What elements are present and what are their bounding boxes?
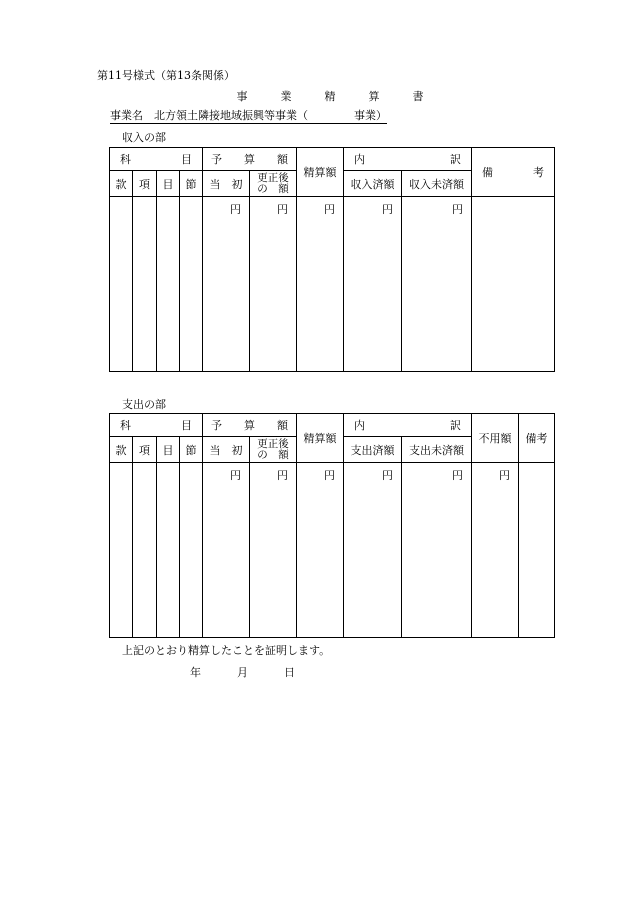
header-text: の 額 xyxy=(257,448,289,461)
moku-cell[interactable] xyxy=(157,463,180,638)
setsu-header: 節 xyxy=(180,171,203,197)
document-title xyxy=(200,88,460,104)
date-month: 月 xyxy=(237,666,248,679)
income-section-label: 収入の部 xyxy=(122,131,166,144)
unpaid-header: 支出未済額 xyxy=(402,437,472,463)
remarks-header: 備考 xyxy=(519,414,555,463)
initial-header: 当 初 xyxy=(203,171,250,197)
title-char: 書 xyxy=(412,90,424,103)
unreceived-cell[interactable]: 円 xyxy=(402,197,472,372)
kan-cell[interactable] xyxy=(110,197,133,372)
unused-header: 不用額 xyxy=(472,414,519,463)
header-text: 額 xyxy=(277,153,288,166)
unused-cell[interactable]: 円 xyxy=(472,463,519,638)
title-char: 業 xyxy=(280,90,292,103)
project-name-line xyxy=(110,109,387,124)
setsu-cell[interactable] xyxy=(180,197,203,372)
title-char: 事 xyxy=(236,90,248,103)
header-text: 目 xyxy=(181,419,192,432)
initial-cell[interactable]: 円 xyxy=(203,463,250,638)
moku-header: 目 xyxy=(157,171,180,197)
header-text: 更正後 xyxy=(257,437,289,450)
breakdown-header xyxy=(344,148,472,171)
header-text: 算 xyxy=(244,419,255,432)
form-number: 第11号様式（第13条関係） xyxy=(97,69,235,82)
subject-header xyxy=(110,148,203,171)
moku-cell[interactable] xyxy=(157,197,180,372)
title-char: 算 xyxy=(368,90,380,103)
kou-cell[interactable] xyxy=(133,197,157,372)
header-text: 訳 xyxy=(450,153,461,166)
header-text: 算 xyxy=(244,153,255,166)
remarks-header xyxy=(472,148,555,197)
kan-cell[interactable] xyxy=(110,463,133,638)
header-text: 予 xyxy=(211,419,222,432)
revised-cell[interactable]: 円 xyxy=(250,197,297,372)
breakdown-header xyxy=(344,414,472,437)
header-text: 額 xyxy=(277,419,288,432)
revised-cell[interactable]: 円 xyxy=(250,463,297,638)
received-header: 収入済額 xyxy=(344,171,402,197)
project-label: 事業名 北方領土隣接地域振興等事業（ xyxy=(110,109,308,122)
header-text: 更正後 xyxy=(257,171,289,184)
expense-table xyxy=(109,413,555,638)
settled-cell[interactable]: 円 xyxy=(297,197,344,372)
kou-header: 項 xyxy=(133,171,157,197)
title-char: 精 xyxy=(324,90,336,103)
paid-cell[interactable]: 円 xyxy=(344,463,402,638)
header-text: 目 xyxy=(181,153,192,166)
received-cell[interactable]: 円 xyxy=(344,197,402,372)
settled-header: 精算額 xyxy=(297,414,344,463)
header-text: 予 xyxy=(211,153,222,166)
header-text: 考 xyxy=(533,166,544,179)
subject-header xyxy=(110,414,203,437)
remarks-cell[interactable] xyxy=(519,463,555,638)
header-text: 科 xyxy=(120,153,131,166)
date-day: 日 xyxy=(284,666,295,679)
header-text: の 額 xyxy=(257,182,289,195)
date-line xyxy=(190,664,295,680)
remarks-cell[interactable] xyxy=(472,197,555,372)
project-suffix: 事業） xyxy=(354,109,387,122)
header-text: 訳 xyxy=(450,419,461,432)
kan-header: 款 xyxy=(110,437,133,463)
setsu-header: 節 xyxy=(180,437,203,463)
initial-header: 当 初 xyxy=(203,437,250,463)
date-year: 年 xyxy=(190,666,201,679)
kou-cell[interactable] xyxy=(133,463,157,638)
settled-header: 精算額 xyxy=(297,148,344,197)
moku-header: 目 xyxy=(157,437,180,463)
header-text: 備 xyxy=(482,166,493,179)
income-table xyxy=(109,147,555,372)
expense-section-label: 支出の部 xyxy=(122,398,166,411)
unreceived-header: 収入未済額 xyxy=(402,171,472,197)
budget-header xyxy=(203,414,297,437)
kou-header: 項 xyxy=(133,437,157,463)
revised-header xyxy=(250,437,297,463)
revised-header xyxy=(250,171,297,197)
certification-statement: 上記のとおり精算したことを証明します。 xyxy=(122,644,331,657)
settled-cell[interactable]: 円 xyxy=(297,463,344,638)
kan-header: 款 xyxy=(110,171,133,197)
header-text: 科 xyxy=(120,419,131,432)
header-text: 内 xyxy=(354,419,365,432)
paid-header: 支出済額 xyxy=(344,437,402,463)
initial-cell[interactable]: 円 xyxy=(203,197,250,372)
header-text: 内 xyxy=(354,153,365,166)
unpaid-cell[interactable]: 円 xyxy=(402,463,472,638)
setsu-cell[interactable] xyxy=(180,463,203,638)
budget-header xyxy=(203,148,297,171)
